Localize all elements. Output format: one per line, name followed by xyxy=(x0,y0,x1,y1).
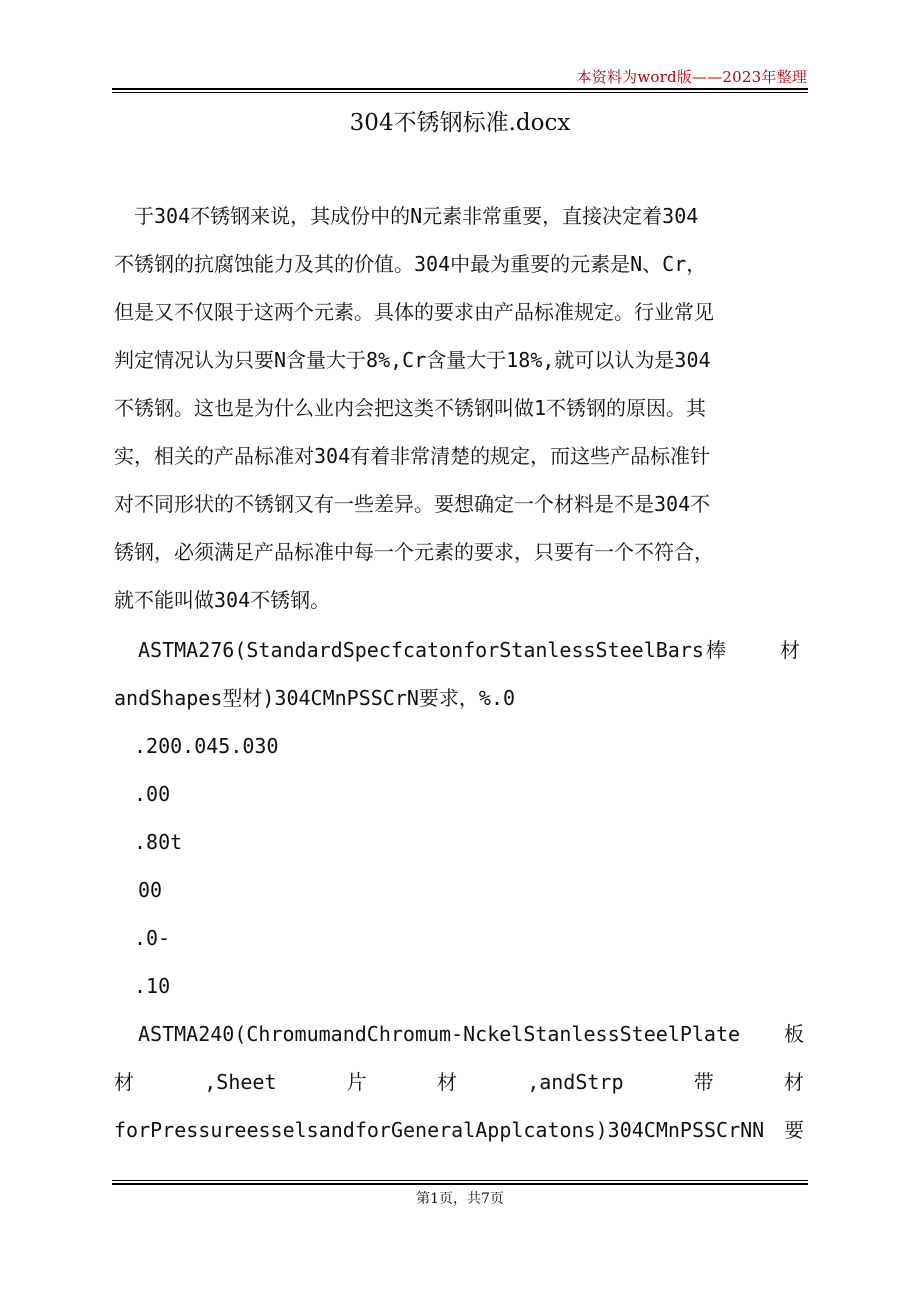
value-line: .0- xyxy=(134,926,171,950)
astm240-word: ,andStrp xyxy=(527,1070,624,1094)
page-number: 第1页，共7页 xyxy=(416,1191,504,1207)
astm240-line-2 xyxy=(114,1070,804,1094)
header-note: 本资料为word版——2023年整理 xyxy=(576,68,807,86)
value-line: .00 xyxy=(134,782,171,806)
astm240-word: ,Sheet xyxy=(204,1070,277,1094)
astm240-line-3 xyxy=(114,1118,804,1142)
value-line: .200.045.030 xyxy=(134,734,279,758)
astm240-word: 要 xyxy=(784,1118,804,1142)
astm240-text: forPressureesselsandforGeneralApplcatons)304CMnPSSCrNN xyxy=(114,1118,765,1142)
astm240-word: 带 xyxy=(693,1070,714,1094)
footer-rule xyxy=(112,1183,808,1185)
paragraph-line: 不锈钢。这也是为什么业内会把这类不锈钢叫做1不锈钢的原因。其 xyxy=(114,396,707,420)
header-rule-thin xyxy=(112,92,808,93)
astm240-word: 材 xyxy=(114,1070,134,1094)
paragraph-line: 锈钢，必须满足产品标准中每一个元素的要求，只要有一个不符合， xyxy=(114,540,714,564)
astm240-word: 片 xyxy=(346,1070,367,1094)
astm276-line-2: andShapes型材)304CMnPSSCrN要求，%.0 xyxy=(114,686,516,710)
paragraph-line: 不锈钢的抗腐蚀能力及其的价值。304中最为重要的元素是N、Cr， xyxy=(114,252,707,276)
document-title: 304不锈钢标准.docx xyxy=(349,110,571,136)
astm240-word: 板 xyxy=(784,1022,804,1046)
paragraph-line: 判定情况认为只要N含量大于8%,Cr含量大于18%,就可以认为是304 xyxy=(114,348,711,372)
astm240-line xyxy=(138,1022,804,1046)
paragraph-line: 对不同形状的不锈钢又有一些差异。要想确定一个材料是不是304不 xyxy=(114,492,711,516)
value-line: 00 xyxy=(138,878,163,902)
paragraph-line: 就不能叫做304不锈钢。 xyxy=(114,588,331,612)
paragraph-line: 实，相关的产品标准对304有着非常清楚的规定，而这些产品标准针 xyxy=(114,444,711,468)
value-line: .80t xyxy=(134,830,183,854)
astm240-word: 材 xyxy=(436,1070,457,1094)
header-rule xyxy=(112,88,808,90)
footer-rule-thin xyxy=(112,1180,808,1181)
paragraph-line: 但是又不仅限于这两个元素。具体的要求由产品标准规定。行业常见 xyxy=(114,300,714,324)
paragraph-line: 于304不锈钢来说，其成份中的N元素非常重要，直接决定着304 xyxy=(114,204,699,228)
astm276-word: 棒 xyxy=(706,638,726,662)
astm276-text: ASTMA276(StandardSpecfcatonforStanlessSteelBars xyxy=(138,638,704,662)
astm240-text: ASTMA240(ChromumandChromum-NckelStanlessSteelPlate xyxy=(138,1022,741,1046)
astm276-line xyxy=(138,638,800,662)
astm240-word: 材 xyxy=(783,1070,804,1094)
astm276-word: 材 xyxy=(780,638,800,662)
value-line: .10 xyxy=(134,974,171,998)
